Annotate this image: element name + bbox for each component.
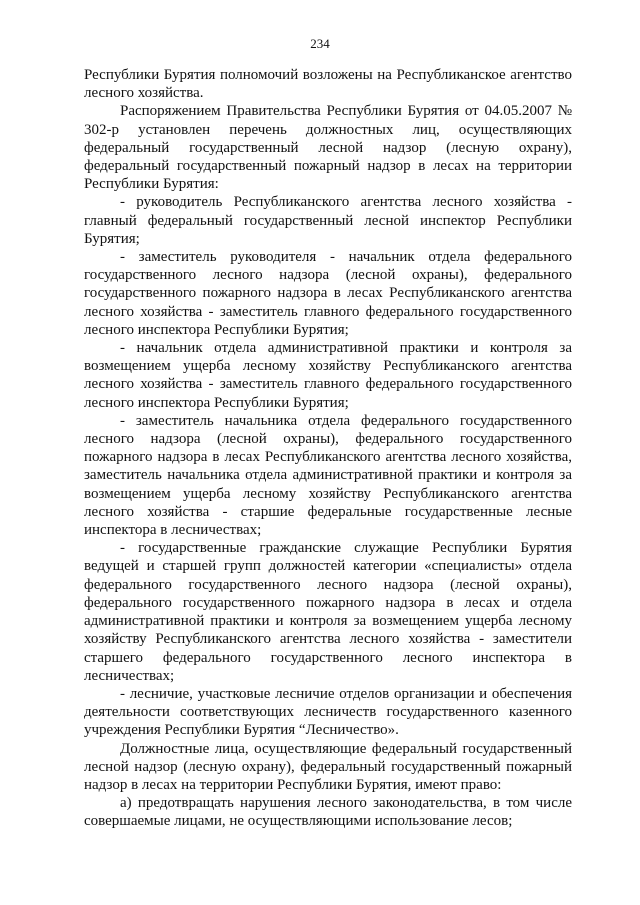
list-item: - начальник отдела административной практики и контроля за возмещением ущерба лесному хозяйству Республиканского агентства лесного хозяйства - заместитель главного федерального государственного лесного инспектора Республики Бурятия; bbox=[84, 340, 572, 411]
list-item: - государственные гражданские служащие Республики Бурятия ведущей и старшей групп должностей категории «специалисты» отдела федерального государственного лесного надзора (лесной охраны), федерального государственного пожарного надзора в лесах и отдела административной практики и контроля за возмещением ущерба лесному хозяйству Республиканского агентства лесного хозяйства - заместители старшего федерального государственного лесного инспектора в лесничествах; bbox=[84, 540, 572, 684]
document-body bbox=[84, 66, 572, 831]
list-item: - заместитель начальника отдела федерального государственного лесного надзора (лесной охраны), федерального государственного пожарного надзора в лесах Республиканского агентства лесного хозяйства, заместитель начальника отдела административной практики и контроля за возмещением ущерба лесному хозяйству Республиканского агентства лесного хозяйства - старшие федеральные государственные лесные инспектора в лесничествах; bbox=[84, 412, 572, 539]
page-number: 234 bbox=[310, 36, 330, 51]
list-item: - заместитель руководителя - начальник отдела федерального государственного лесного надзора (лесной охраны), федерального государственного пожарного надзора в лесах Республиканского агентства лесного хозяйства - заместитель главного федерального государственного лесного инспектора Республики Бурятия; bbox=[84, 249, 572, 338]
paragraph: Должностные лица, осуществляющие федеральный государственный лесной надзор (лесную охрану), федеральный государственный пожарный надзор в лесах на территории Республики Бурятия, имеют право: bbox=[84, 740, 572, 793]
list-item: - руководитель Республиканского агентства лесного хозяйства - главный федеральный государственный лесной инспектор Республики Бурятия; bbox=[84, 194, 572, 247]
list-item: - лесничие, участковые лесничие отделов организации и обеспечения деятельности соответствующих лесничеств государственного казенного учреждения Республики Бурятия “Лесничество». bbox=[84, 685, 572, 739]
list-item: а) предотвращать нарушения лесного законодательства, в том числе совершаемые лицами, не осуществляющими использование лесов; bbox=[84, 795, 572, 830]
paragraph: Республики Бурятия полномочий возложены на Республиканское агентство лесного хозяйства. bbox=[84, 67, 572, 102]
paragraph: Распоряжением Правительства Республики Бурятия от 04.05.2007 № 302-р установлен перечень должностных лиц, осуществляющих федеральный государственный лесной надзор (лесную охрану), федеральный государственный пожарный надзор в лесах на территории Республики Бурятия: bbox=[84, 103, 572, 193]
